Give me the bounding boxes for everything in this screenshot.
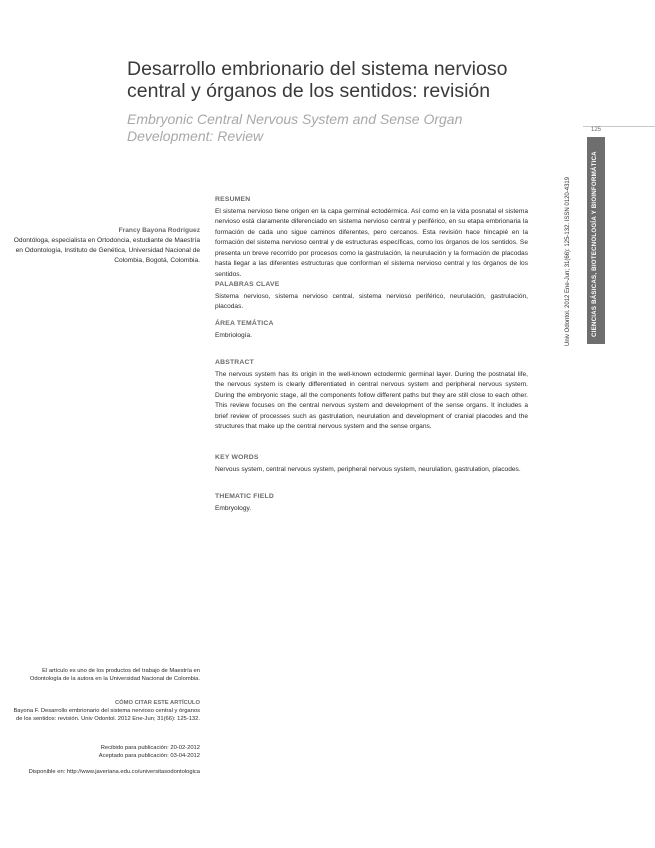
resumen-heading: RESUMEN [215,196,251,203]
section-side-tab [587,137,605,344]
thematic-field-heading: THEMATIC FIELD [215,493,274,500]
key-words-heading: KEY WORDS [215,454,259,461]
citation-text: Bayona F. Desarrollo embrionario del sistema nervioso central y órganos de los sentidos: revisión. Univ Odontol. 2012 Ene-Jun; 31(66): 125-132. [13,708,200,722]
page-number: 125 [590,127,601,133]
key-words-text: Nervous system, central nervous system, peripheral nervous system, neurulation, gastrulation, placodes. [215,465,521,473]
thematic-field-text: Embryology. [215,504,252,512]
palabras-clave-text: Sistema nervioso, sistema nervioso central, sistema nervioso periférico, neurulación, gastrulación, placodas. [215,292,528,310]
section-side-label: CIENCIAS BÁSICAS, BIOTECNOLOGÍA Y BIOINFORMÁTICA [591,151,598,337]
area-tematica-heading: ÁREA TEMÁTICA [215,320,274,327]
article-origin-note: El artículo es uno de los productos del trabajo de Maestría en Odontología de la autora en la Universidad Nacional de Colombia. [29,668,200,682]
publication-dates [10,744,200,760]
article-title: Desarrollo embrionario del sistema nervioso central y órganos de los sentidos: revisión [127,58,508,102]
thematic-field-section [215,492,528,514]
abstract-text: The nervous system has its origin in the well-known ectodermic germinal layer. During the postnatal life, the nervous system is clearly differentiated in central nervous system and peripheral nervous system. During the embryonic stage, all the components follow different paths but they are still close to each other. This review focuses on the central nervous system and development of the sense organs. It includes a brief review of processes such as gastrulation, neurulation and development of cranial placodes and the structures that make up the central nervous system and the sense organs. [215,370,528,430]
resumen-text: El sistema nervioso tiene origen en la capa germinal ectodérmica. Así como en la vida posnatal el sistema nervioso está claramente diferenciado en sistema nervioso central y periférico, en su etapa embrionaria la formación de cada uno sigue caminos diferentes, pero cercanos. Esta revisión hace hincapié en la formación del sistema nervioso central y de estructuras específicas, como los órganos de los sentidos. Se presenta un breve recorrido por procesos como la gastrulación, la neurulación y la formación de placodas hasta llegar a las diferentes estructuras que conforman el sistema nervioso central y los órganos de los sentidos. [215,207,528,278]
palabras-clave-section [215,280,528,313]
citation-block [10,699,200,723]
availability-link[interactable]: Disponible en: http://www.javeriana.edu.co/universitasodontologica [28,769,200,775]
article-subtitle-english: Embryonic Central Nervous System and Sense Organ Development: Review [127,111,463,144]
abstract-heading: ABSTRACT [215,359,254,366]
received-date: Recibido para publicación: 20-02-2012 [100,745,200,751]
citation-heading: CÓMO CITAR ESTE ARTÍCULO [114,700,200,706]
journal-reference-text: Univ Odontol. 2012 Ene-Jun; 31(66): 125-132. ISSN 0120-4319 [565,176,571,346]
key-words-section [215,453,528,475]
author-block [10,226,200,266]
resumen-section [215,195,528,280]
journal-reference-vertical [565,176,575,556]
author-name: Francy Bayona Rodríguez [118,227,200,234]
author-affiliation: Odontóloga, especialista en Ortodoncia, estudiante de Maestría en Odontología, Instituto de Genética, Universidad Nacional de Colombia, Bogotá, Colombia. [13,237,200,264]
area-tematica-section [215,319,528,341]
abstract-section [215,358,528,433]
area-tematica-text: Embriología. [215,331,253,339]
palabras-clave-heading: PALABRAS CLAVE [215,281,280,288]
accepted-date: Aceptado para publicación: 03-04-2012 [98,753,200,759]
